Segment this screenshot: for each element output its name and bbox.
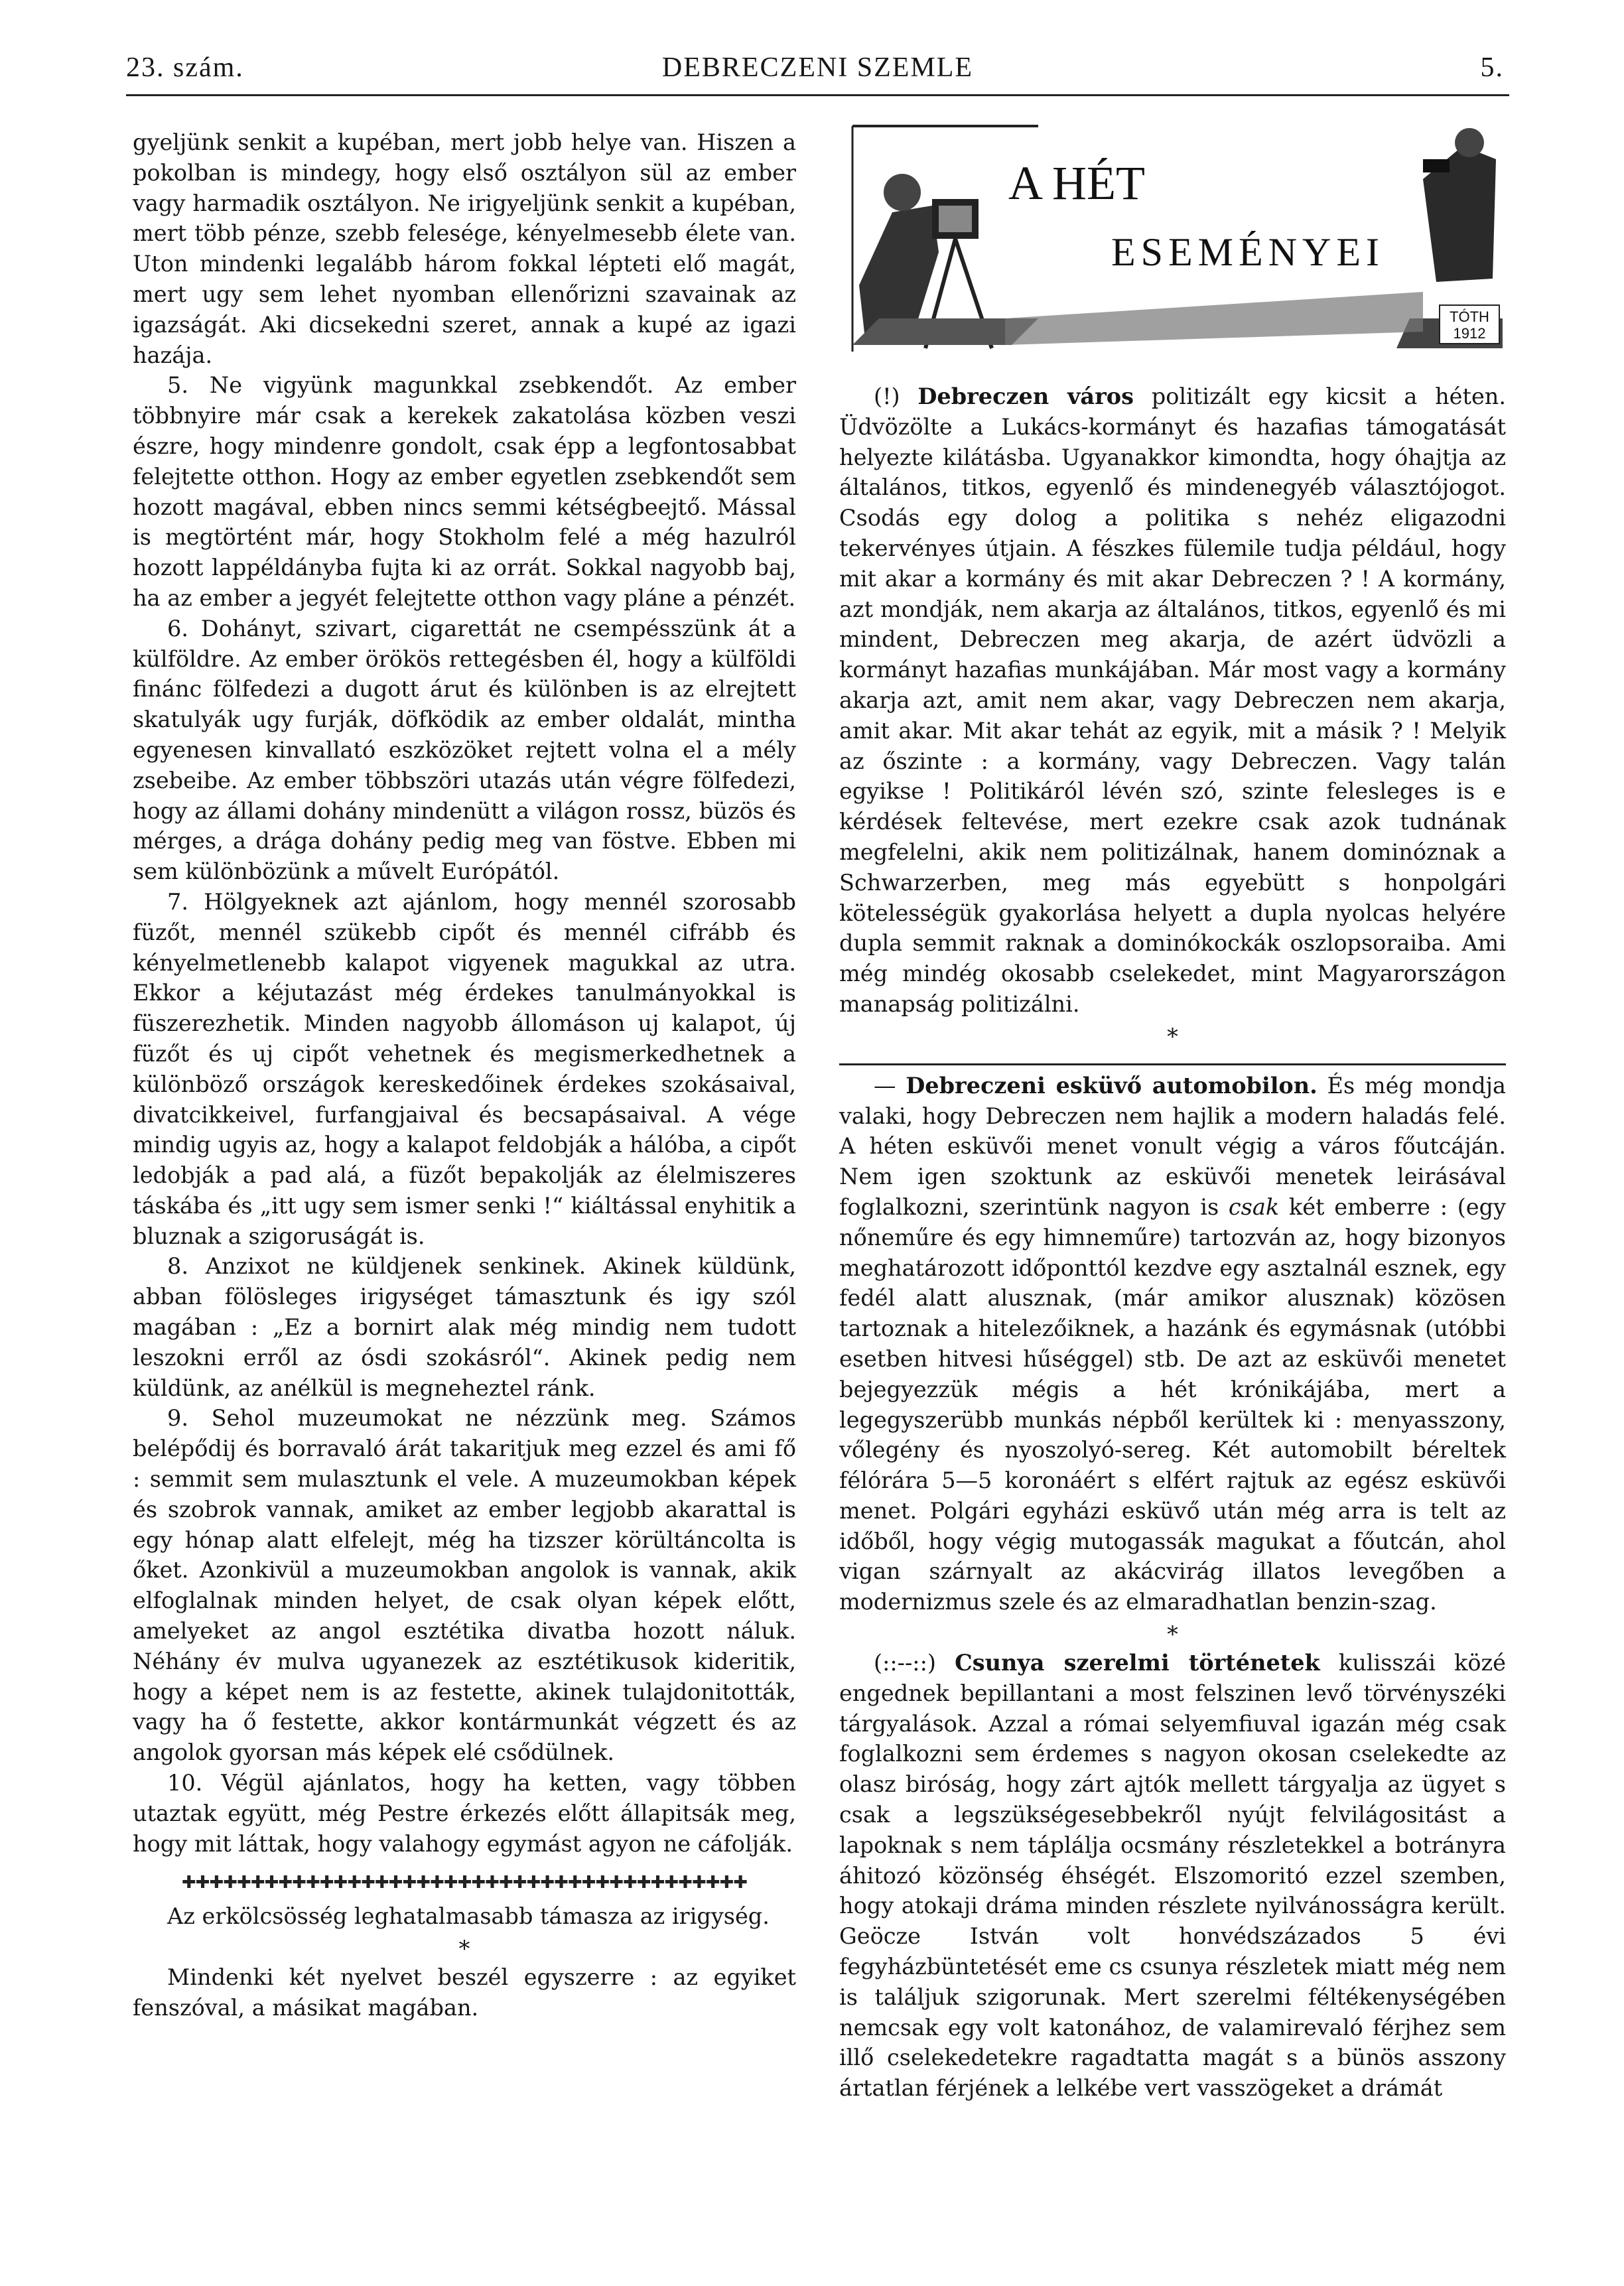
- item-headline: Csunya szerelmi történetek: [955, 1650, 1320, 1676]
- section-star: *: [458, 1936, 470, 1962]
- section-star: *: [1167, 1621, 1178, 1648]
- left-column: [133, 127, 796, 2023]
- item-marker: —: [874, 1072, 906, 1099]
- paragraph-item-8: 8. Anzixot ne küldjenek senkinek. Akinek küldünk, abban fölösleges irigységet támasztunk és igy szól magában : „Ez a bornirt alak még mindig nem tudott leszokni erről az ósdi szokásról“. Akinek pedig nem küldünk, az anélkül is megneheztel ránk.: [133, 1253, 796, 1401]
- banner-illustration: [839, 119, 1506, 355]
- aphorism-2: Mindenki két nyelvet beszél egyszerre : az egyiket fenszóval, a másikat magában.: [133, 1964, 796, 2021]
- paragraph-item-5: 5. Ne vigyünk magunkkal zsebkendőt. Az ember többnyire már csak a kerekek zakatolása közben veszi észre, hogy mindenre gondolt, csak épp a legfontosabbat felejtette otthon. Hogy az ember egyetlen zsebkendőt sem hozott magával, ebben nincs semmi kétségbeejtő. Mással is megtörtént már, hogy Stokholm felé a még hazulról hozott lappéldányba fujta ki az orrát. Sokkal nagyobb baj, ha az ember a jegyét felejtette otthon vagy pláne a pénzét.: [133, 372, 796, 611]
- item-text: politizált egy kicsit a héten. Üdvözölte a Lukács-kormányt és hazafias támogatását helyezte kilátásba. Ugyanakkor kimondta, hogy óhajtja az általános, titkos, egyenlő és mindenegyéb választójogot. Csodás egy dolog a politika s nehéz eligazodni tekervényes útjain. A fészkes fülemile tudja például, hogy mit akar a kormány és mit akar Debreczen ? ! A kormány, azt mondják, nem akarja az általános, titkos, egyenlő és mi mindent, Debreczen meg akarja, de azért üdvözli a kormányt hazafias munkájában. Már most vagy a kormány akarja azt, amit nem akar, vagy Debreczen nem akarja, amit akar. Mit akar tehát az egyik, mit a másik ? ! Melyik az őszinte : a kormány, vagy Debreczen. Vagy talán egyikse ! Politikáról lévén szó, szinte felesleges is e kérdések feltevése, mert ezekre csak azok tudnának megfelelni, akik nem politizálnak, hanem dominóznak a Schwarzerben, meg más egyebütt s honpolgári kötelességük gyakorlása helyett a dupla nyolcas helyére dupla semmit raknak a dominókockák oszlopsoraiba. Ami még mindég okosabb cselekedet, mint Magyarországon manapság politizálni.: [839, 383, 1506, 1017]
- artist-signature-name: TÓTH: [1450, 308, 1489, 325]
- item-headline: Debreczeni esküvő automobilon.: [906, 1072, 1318, 1099]
- item-text: kulisszái közé engednek bepillantani a most felszinen levő törvényszéki tárgyalások. Azzal a római selyemfiuval igazán még csak foglalkozni sem érdemes s nagyon okosan cselekedte az olasz biróság, hogy zárt ajtók mellett tárgyalja az ügyet s csak a legszükségesebbekről nyújt felvilágositást a lapoknak s nem táplálja ocsmány részletekkel a botrányra áhitozó közönség éhségét. Elszomoritó ezzel szemben, hogy atokaji dráma minden részlete nyilvánosságra került. Geöcze István volt honvédszázados 5 évi fegyházbüntetését eme cs csunya részletek miatt még nem is találjuk szigorunak. Mert szerelmi féltékenységében nemcsak egy volt katonához, de valamirevaló férjhez sem illő cselekedetekre ragadtatta magát s a bünös asszony ártatlan férjének a lelkébe vert vasszögeket a drámát: [839, 1650, 1507, 2102]
- page-header: [126, 48, 1509, 96]
- artist-signature-year: 1912: [1453, 325, 1486, 342]
- section-rule: [839, 1063, 1506, 1065]
- paragraph-item-7: 7. Hölgyeknek azt ajánlom, hogy mennél szorosabb füzőt, mennél szükebb cipőt és mennél cifrább és kényelmetlenebb kalapot vigyenek magukkal az utra. Ekkor a kéjutazást még érdekes tanulmányokkal is füszerezhetik. Minden nagyobb állomáson uj kalapot, új füzőt és uj cipőt vehetnek és megismerkedhetnek a különböző országok kereskedőinek érdekes szokásaival, divatcikkeivel, furfangjaival és becsapásaival. A vége mindig ugyis az, hogy a kalapot feldobják a hálóba, a cipőt ledobják a pad alá, a füzőt bepakolják az élelmiszeres táskába és „itt ugy sem ismer senki !“ kiáltással enyhitik a bluznak a szigoruságát is.: [133, 888, 796, 1249]
- issue-number: 23. szám.: [126, 52, 244, 83]
- page-number: 5.: [1480, 52, 1504, 83]
- banner-title-line1: A HÉT: [1008, 157, 1145, 210]
- section-star: *: [1167, 1023, 1178, 1049]
- paragraph-continued: gyeljünk senkit a kupéban, mert jobb helye van. Hiszen a pokolban is mindegy, hogy első osztályon sül az ember vagy harmadik osztályon. Ne irigyeljünk senkit a kupéban, mert több pénze, szebb felesége, kényelmesebb élete van. Uton mindenki legalább három fokkal lépteti elő magát, mert ugy sem lehet nyomban ellenőrizni szavainak az igazságát. Aki dicsekedni szeret, annak a kupé az igazi hazája.: [133, 129, 796, 368]
- paragraph-item-9: 9. Sehol muzeumokat ne nézzünk meg. Számos belépődij és borravaló árát takaritjuk meg ezzel és ami fő : semmit sem mulasztunk el vele. A muzeumokban képek és szobrok vannak, amiket az ember legjobb akarattal is egy hónap alatt elfelejt, még ha tizszer körültáncolta is őket. Azonkivül a muzeumokban angolok is vannak, akik elfoglalnak minden helyet, de csak olyan képek előtt, amelyeket az angol esztétika divatba hozott náluk. Néhány év mulva ugyanezek az esztétikusok kideritik, hogy a képet nem is az festette, akinek tulajdonitották, vagy ha ő festette, akkor kontármunkát végzett és az angolok gyorsan más képek elé csődülnek.: [133, 1405, 796, 1766]
- ornamental-divider: ✚✚✚✚✚✚✚✚✚✚✚✚✚✚✚✚✚✚✚✚✚✚✚✚✚✚✚✚✚✚✚✚✚✚✚✚✚✚✚✚✚: [181, 1873, 748, 1893]
- item-emphasis: csak: [1228, 1193, 1280, 1220]
- item-marker: (::--::): [874, 1650, 955, 1676]
- item-headline: Debreczen város: [917, 383, 1134, 409]
- item-marker: (!): [874, 383, 918, 409]
- paragraph-item-6: 6. Dohányt, szivart, cigarettát ne csempésszünk át a külföldre. Az ember örökös rettegésben él, hogy a külföldi finánc fölfedezi a dugott árut és különben is az elrejtett skatulyák ugy furják, döfködik az ember oldalát, mintha egyenesen kinvallató eszközöket rejtett volna el a mély zsebeibe. Az ember többszöri utazás után végre fölfedezi, hogy az állami dohány mindenütt a világon rossz, büzös és mérges, a drága dohány pedig meg van föstve. Ebben mi sem különbözünk a művelt Európától.: [133, 615, 796, 885]
- news-item-debreczen-politics: [839, 381, 1506, 1020]
- item-text-cont: két emberre : (egy nőneműre és egy himneműre) tartozván az, hogy bizonyos meghatározott időponttól kezdve egy asztalnál esznek, egy fedél alatt alusznak, (már amikor alusznak) közösen tartoznak a hitelezőiknek, a hazánk és egymásnak (utóbbi esetben hitvesi hűséggel) stb. De azt az esküvői menetet bejegyezzük mégis a hét krónikájába, mert a legegyszerübb munkás népből kerültek ki : menyasszony, vőlegény és nyoszolyó-sereg. Két automobilt béreltek félórára 5—5 koronáért s elfért rajtuk az egész esküvői menet. Polgári egyházi esküvő után még arra is telt az időből, hogy végig mutogassák magukat a főutcán, ahol vigan szárnyalt az akácvirág illatos levegőben a modernizmus szele és az elmaradhatlan benzin-szag.: [839, 1193, 1507, 1615]
- paragraph-item-10: 10. Végül ajánlatos, hogy ha ketten, vagy többen utaztak együtt, még Pestre érkezés előtt állapitsák meg, hogy mit láttak, hogy valahogy egymást agyon ne cáfolják.: [133, 1770, 796, 1857]
- banner-title-line2: ESEMÉNYEI: [1111, 230, 1385, 274]
- item-text: És még mondja valaki, hogy Debreczen nem hajlik a modern haladás felé. A héten esküvői menet vonult végig a város főutcáján. Nem igen szoktunk az esküvői menetek leirásával foglalkozni, szerintünk nagyon is: [839, 1072, 1507, 1220]
- right-column: [839, 381, 1506, 2104]
- news-item-wedding-automobile: [839, 1071, 1506, 1617]
- news-item-love-stories: [839, 1648, 1506, 2104]
- a-het-esemenyei-banner: [839, 119, 1506, 355]
- aphorism-1: Az erkölcsösség leghatalmasabb támasza az irigység.: [167, 1903, 770, 1930]
- journal-title: DEBRECZENI SZEMLE: [661, 52, 974, 83]
